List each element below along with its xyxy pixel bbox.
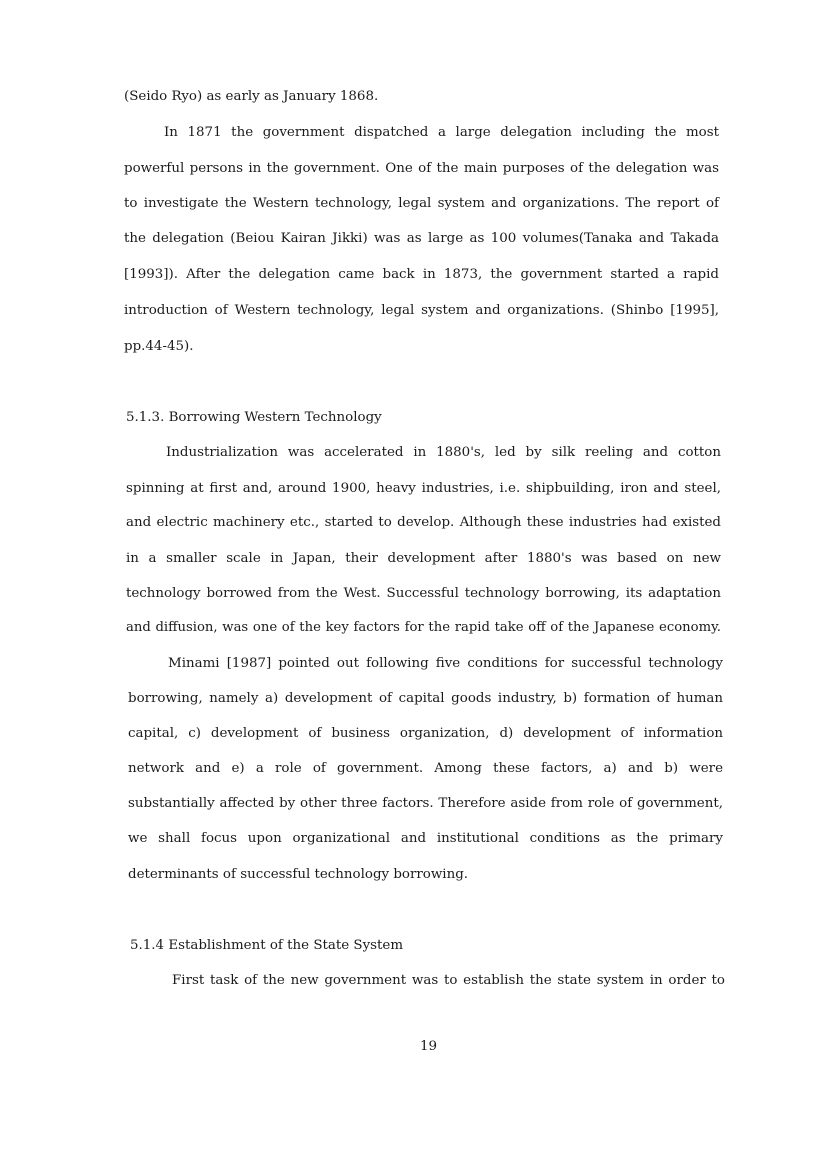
paragraph-line: (Seido Ryo) as early as January 1868.	[124, 89, 379, 104]
paragraph-line: to investigate the Western technology, legal system and organizations. The report of	[124, 196, 719, 211]
paragraph-line: pp.44-45).	[124, 339, 194, 354]
paragraph-line: and diffusion, was one of the key factors for the rapid take off of the Japanese economy.	[126, 620, 721, 635]
paragraph-line: Minami [1987] pointed out following five conditions for successful technology	[168, 656, 723, 671]
paragraph-line: borrowing, namely a) development of capital goods industry, b) formation of human	[128, 691, 723, 706]
paragraph-line: [1993]). After the delegation came back in 1873, the government started a rapid	[124, 267, 719, 282]
paragraph-line: Industrialization was accelerated in 1880's, led by silk reeling and cotton	[166, 445, 721, 460]
paragraph-line: determinants of successful technology borrowing.	[128, 867, 469, 882]
paragraph-line: technology borrowed from the West. Successful technology borrowing, its adaptation	[126, 586, 721, 601]
paragraph-line: spinning at first and, around 1900, heavy industries, i.e. shipbuilding, iron and steel,	[126, 481, 721, 496]
paragraph-line: we shall focus upon organizational and institutional conditions as the primary	[128, 831, 723, 846]
paragraph-line: in a smaller scale in Japan, their development after 1880's was based on new	[126, 551, 721, 566]
section-heading: 5.1.3. Borrowing Western Technology	[126, 410, 382, 425]
section-heading: 5.1.4 Establishment of the State System	[130, 938, 404, 953]
paragraph-line: powerful persons in the government. One of the main purposes of the delegation was	[124, 161, 719, 176]
paragraph-line: In 1871 the government dispatched a large delegation including the most	[164, 125, 719, 140]
paragraph-line: capital, c) development of business organization, d) development of information	[128, 726, 723, 741]
paragraph-line: introduction of Western technology, legal system and organizations. (Shinbo [1995],	[124, 303, 719, 318]
paragraph-line: First task of the new government was to establish the state system in order to	[172, 973, 725, 988]
paragraph-line: substantially affected by other three factors. Therefore aside from role of government,	[128, 796, 723, 811]
paragraph-line: the delegation (Beiou Kairan Jikki) was as large as 100 volumes(Tanaka and Takada	[124, 231, 719, 246]
paragraph-line: and electric machinery etc., started to develop. Although these industries had existed	[126, 515, 721, 530]
paragraph-line: network and e) a role of government. Among these factors, a) and b) were	[128, 761, 723, 776]
page-number: 19	[419, 1039, 438, 1054]
